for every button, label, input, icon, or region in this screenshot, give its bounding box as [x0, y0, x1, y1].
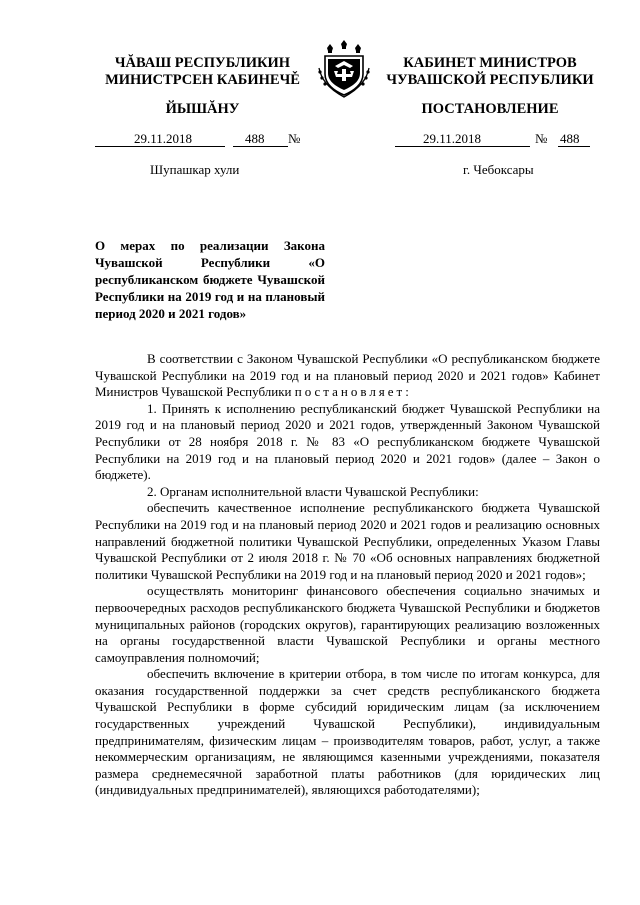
paragraph-4: обеспечить качественное исполнение республиканского бюджета Чувашской Республики на 2019 год и на плановый период 2020 и 2021 годов и реализацию основных направлений бюджетной политики Чувашской Республики, определенных Указом Главы Чувашской Республики от 2 июля 2018 г. № 70 «Об основных направлениях бюджетной политики Чувашской Республики на 2019 год и на плановый период 2020 и 2021 годов»; — [95, 500, 600, 582]
header-right-city: г. Чебоксары — [463, 162, 534, 177]
header-right-organization — [380, 55, 600, 89]
document-body — [95, 351, 600, 799]
paragraph-5: осуществлять мониторинг финансового обеспечения социально значимых и первоочередных расходов республиканского бюджета Чувашской Республики и бюджетов муниципальных районов (городских округов), гарантирующих реализацию возложенных на органы государственной власти Чувашской Республики и органы местного самоуправления полномочий; — [95, 583, 600, 665]
header-right-line2: ЧУВАШСКОЙ РЕСПУБЛИКИ — [386, 72, 594, 88]
header-left-number: 488 — [245, 131, 265, 146]
header-left-organization — [95, 55, 310, 89]
header-left-date-row — [95, 131, 315, 147]
paragraph-6: обеспечить включение в критерии отбора, в том числе по итогам конкурса, для оказания государственной поддержки за счет средств республиканского бюджета Чувашской Республики в форме субсидий юридическим лицам (за исключением государственных учреждений Чувашской Республики), индивидуальным предпринимателям, физическим лицам – производителям товаров, работ, услуг, а также некоммерческим организациям, не являющимся казенными учреждениями, показателя размера среднемесячной заработной платы работников (для юридических лиц (индивидуальных предпринимателей), являющихся работодателями); — [95, 666, 600, 798]
paragraph-2: 1. Принять к исполнению республиканский бюджет Чувашской Республики на 2019 год и на плановый период 2020 и 2021 годов, утвержденный Законом Чувашской Республики от 28 ноября 2018 г. № 83 «О республиканском бюджете Чувашской Республики на 2019 год и на плановый период 2020 и 2021 годов» (далее – Закон о бюджете). — [95, 400, 600, 483]
header-left-number-sign: № — [288, 131, 301, 146]
header-left-doc-type: ЙЫШĂНУ — [165, 101, 240, 117]
header-left-line2: МИНИСТРСЕН КАБИНЕЧĚ — [105, 72, 300, 88]
header-right-number: 488 — [560, 131, 580, 146]
header-left-date: 29.11.2018 — [134, 131, 193, 146]
paragraph-3: 2. Органам исполнительной власти Чувашской Республики: — [147, 483, 479, 499]
document-title: О мерах по реализации Закона Чувашской Республики «О республиканском бюджете Чувашской Республики на 2019 год и на плановый период 2020 и 2021 годов» — [95, 238, 325, 321]
resolves-word: постановляет: — [294, 384, 412, 400]
header-right-date-row — [380, 131, 600, 147]
paragraph-1: В соответствии с Законом Чувашской Республики «О республиканском бюджете Чувашской Республики на 2019 год и на плановый период 2020 и 2021 годов» Кабинет Министров Чувашской Республики постановляет: — [95, 351, 600, 400]
header-right-number-sign: № — [535, 131, 548, 146]
header-right-date: 29.11.2018 — [423, 131, 482, 146]
header-left-city: Шупашкар хули — [150, 162, 240, 177]
header-right-line1: КАБИНЕТ МИНИСТРОВ — [403, 55, 577, 71]
chuvash-coat-of-arms-icon — [315, 38, 373, 100]
header-left-line1: ЧĂВАШ РЕСПУБЛИКИН — [114, 55, 291, 71]
header-right-doc-type: ПОСТАНОВЛЕНИЕ — [421, 101, 559, 117]
